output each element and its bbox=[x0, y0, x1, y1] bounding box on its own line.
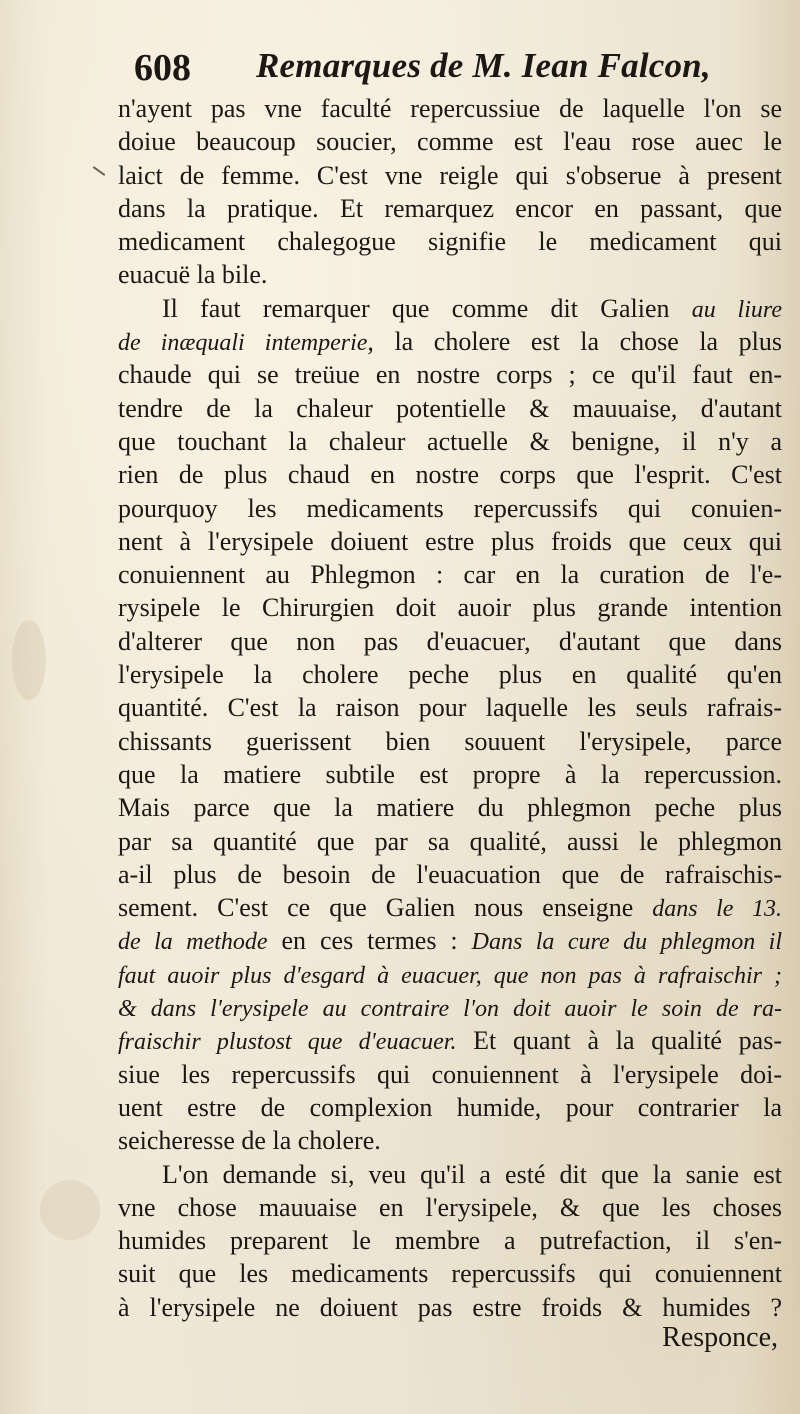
text-line bbox=[118, 758, 782, 791]
text-segment: l'erysipele la cholere peche plus en qualité qu'en bbox=[118, 660, 782, 690]
text-segment: conuiennent au Phlegmon : car en la curation de l'e- bbox=[118, 560, 782, 590]
text-line bbox=[118, 159, 782, 192]
text-segment: Et quant à la qualité pas- bbox=[456, 1026, 782, 1056]
text-line bbox=[118, 625, 782, 658]
text-line bbox=[118, 924, 782, 957]
text-line bbox=[118, 458, 782, 491]
text-segment: Mais parce que la matiere du phlegmon peche plus bbox=[118, 793, 782, 823]
text-line bbox=[118, 1124, 782, 1157]
text-line bbox=[118, 1058, 782, 1091]
text-line bbox=[118, 591, 782, 624]
text-segment: par sa quantité que par sa qualité, aussi le phlegmon bbox=[118, 826, 782, 856]
paper-stain bbox=[40, 1180, 100, 1240]
text-segment: vne chose mauuaise en l'erysipele, & que les choses bbox=[118, 1192, 782, 1222]
text-line bbox=[118, 991, 782, 1024]
text-segment: pourquoy les medicaments repercussifs qui conuien- bbox=[118, 493, 782, 523]
body-text bbox=[118, 92, 782, 1324]
text-line bbox=[118, 192, 782, 225]
text-line bbox=[118, 958, 782, 991]
italic-segment: de la methode bbox=[118, 929, 268, 956]
page-header bbox=[126, 40, 786, 92]
text-line bbox=[118, 392, 782, 425]
text-line bbox=[118, 858, 782, 891]
text-segment: doiue beaucoup soucier, comme est l'eau rose auec le bbox=[118, 127, 782, 157]
text-segment: rysipele le Chirurgien doit auoir plus grande intention bbox=[118, 593, 782, 623]
text-segment: euacuë la bile. bbox=[118, 260, 268, 290]
italic-segment: au liure bbox=[691, 296, 782, 323]
margin-mark bbox=[93, 166, 106, 176]
text-segment: humides preparent le membre a putrefaction, il s'en- bbox=[118, 1226, 782, 1256]
text-line bbox=[118, 125, 782, 158]
text-segment: que touchant la chaleur actuelle & benigne, il n'y a bbox=[118, 426, 782, 456]
text-line bbox=[118, 1091, 782, 1124]
text-line bbox=[118, 791, 782, 824]
text-line bbox=[118, 1224, 782, 1257]
italic-segment: fraischir plustost que d'euacuer. bbox=[118, 1029, 457, 1056]
text-segment: nent à l'erysipele doiuent estre plus froids que ceux qui bbox=[118, 526, 782, 556]
text-line bbox=[118, 258, 782, 291]
text-line bbox=[118, 292, 782, 325]
text-segment: L'on demande si, veu qu'il a esté dit que la sanie est bbox=[162, 1159, 782, 1189]
text-line bbox=[118, 525, 782, 558]
page-number: 608 bbox=[134, 47, 191, 89]
italic-segment: de inæquali intemperie bbox=[118, 330, 368, 357]
text-line bbox=[118, 658, 782, 691]
text-segment: uent estre de complexion humide, pour contrarier la bbox=[118, 1092, 782, 1122]
text-line bbox=[118, 325, 782, 358]
text-segment: tendre de la chaleur potentielle & mauuaise, d'autant bbox=[118, 393, 782, 423]
italic-segment: Dans la cure du phlegmon il bbox=[471, 929, 783, 956]
text-segment: suit que les medicaments repercussifs qui conuiennent bbox=[118, 1259, 782, 1289]
text-line bbox=[118, 891, 782, 924]
text-segment: medicament chalegogue signifie le medicament qui bbox=[118, 227, 782, 257]
text-segment: d'alterer que non pas d'euacuer, d'autant que dans bbox=[118, 626, 782, 656]
text-line bbox=[118, 225, 782, 258]
text-segment: chaude qui se treüue en nostre corps ; ce qu'il faut en- bbox=[118, 360, 782, 390]
italic-segment: & dans l'erysipele au contraire l'on doit auoir le soin de ra- bbox=[118, 996, 782, 1023]
text-line bbox=[118, 1257, 782, 1290]
text-segment: en ces termes : bbox=[267, 926, 472, 956]
text-line bbox=[118, 358, 782, 391]
text-line bbox=[118, 825, 782, 858]
running-title: Remarques de M. Iean Falcon, bbox=[256, 46, 711, 85]
text-line bbox=[118, 725, 782, 758]
text-line bbox=[118, 1158, 782, 1191]
italic-segment: faut auoir plus d'esgard à euacuer, que non pas à rafraischir ; bbox=[118, 962, 782, 989]
text-segment: quantité. C'est la raison pour laquelle les seuls rafrais- bbox=[118, 693, 782, 723]
text-segment: laict de femme. C'est vne reigle qui s'obserue à present bbox=[118, 160, 782, 190]
italic-segment: dans le 13. bbox=[652, 896, 782, 923]
catchword: Responce, bbox=[662, 1322, 778, 1353]
text-line bbox=[118, 691, 782, 724]
text-line bbox=[118, 1024, 782, 1057]
text-line bbox=[118, 492, 782, 525]
text-line bbox=[118, 558, 782, 591]
text-segment: que la matiere subtile est propre à la repercussion. bbox=[118, 759, 782, 789]
text-segment: chissants guerissent bien souuent l'erysipele, parce bbox=[118, 726, 782, 756]
text-line bbox=[118, 425, 782, 458]
text-segment: , la cholere est la chose la plus bbox=[367, 327, 782, 357]
text-segment: à l'erysipele ne doiuent pas estre froids & humides ? bbox=[118, 1292, 782, 1322]
text-line bbox=[118, 92, 782, 125]
text-segment: a-il plus de besoin de l'euacuation que de rafraischis- bbox=[118, 859, 782, 889]
paper-stain bbox=[12, 620, 46, 700]
text-segment: n'ayent pas vne faculté repercussiue de laquelle l'on se bbox=[118, 94, 782, 123]
text-segment: seicheresse de la cholere. bbox=[118, 1126, 381, 1156]
text-segment: rien de plus chaud en nostre corps que l'esprit. C'est bbox=[118, 460, 782, 490]
text-line bbox=[118, 1291, 782, 1324]
text-line bbox=[118, 1191, 782, 1224]
text-segment: Il faut remarquer que comme dit Galien bbox=[162, 293, 692, 323]
text-segment: siue les repercussifs qui conuiennent à l'erysipele doi- bbox=[118, 1059, 782, 1089]
text-segment: dans la pratique. Et remarquez encor en passant, que bbox=[118, 193, 782, 223]
text-segment: sement. C'est ce que Galien nous enseigne bbox=[118, 893, 653, 923]
